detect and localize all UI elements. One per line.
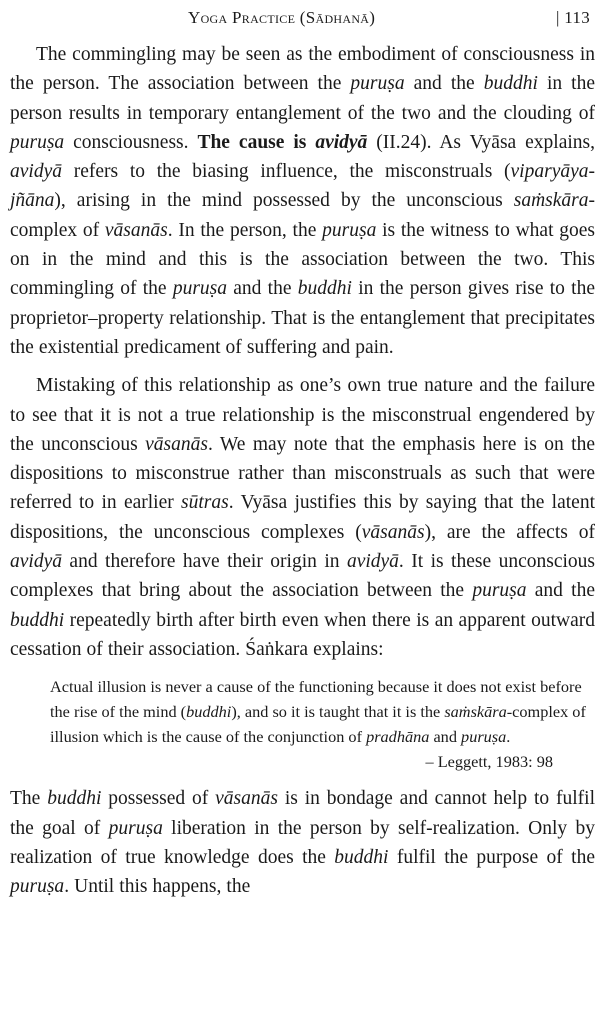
italic-term: buddhi <box>10 609 65 631</box>
italic-term: buddhi <box>483 73 538 95</box>
text-run: ), arising in the mind possessed by the unconscious <box>54 190 514 212</box>
italic-term: buddhi <box>186 702 232 722</box>
italic-term: sūtras <box>181 492 229 514</box>
italic-term: buddhi <box>47 788 102 810</box>
italic-term: buddhi <box>334 846 389 868</box>
italic-term: puruṣa <box>108 817 163 839</box>
italic-term: puruṣa <box>10 876 65 898</box>
italic-term: puruṣa <box>322 219 377 241</box>
text-run: The <box>10 788 48 810</box>
text-run: ), and so it is taught that it is the <box>231 702 445 722</box>
italic-term: viparyāya-jñāna <box>10 161 595 212</box>
text-run: possessed of <box>101 788 216 810</box>
quote-citation: – Leggett, 1983: 98 <box>425 752 553 772</box>
italic-term: puruṣa <box>172 278 228 300</box>
text-run: and the <box>404 73 484 95</box>
italic-term: avidyā <box>10 551 62 573</box>
text-run: -complex of illusion which is the cause of the conjunction of <box>50 702 586 747</box>
italic-term: vāsanās <box>361 521 425 543</box>
page-body <box>10 40 595 901</box>
running-title: Yoga Practice (Sādhanā) <box>188 8 376 27</box>
text-run: consciousness. <box>64 131 198 153</box>
italic-term: vāsanās <box>104 219 168 241</box>
text-run: and <box>429 727 462 747</box>
text-run: ), are the affects of <box>424 521 595 543</box>
italic-term: puruṣa <box>461 727 507 747</box>
page-number: | 113 <box>555 8 590 27</box>
italic-term: pradhāna <box>366 727 430 747</box>
text-run: Actual illusion is never a cause of the functioning because it does not exist before the rise of the mind ( <box>50 677 582 722</box>
bold-text: The cause is <box>197 131 316 153</box>
text-run: in the person gives rise to the proprietor–property relationship. That is the entanglement that precipitates the existential predicament of suffering and pain. <box>10 278 596 358</box>
text-run: in the person results in temporary entanglement of the two and the clouding of <box>10 73 596 124</box>
text-run: Mistaking of this relationship as one’s own true nature and the failure to see that it is not a true relationship is the misconstrual engendered by the unconscious <box>10 375 595 455</box>
paragraph-mistaking <box>10 371 595 664</box>
quote-text <box>50 674 589 749</box>
italic-term: avidyā <box>346 551 399 573</box>
text-run: -complex of <box>10 190 595 241</box>
text-run: and therefore have their origin in <box>61 551 347 573</box>
block-quote <box>50 674 589 774</box>
running-header <box>38 8 590 32</box>
text-run: The commingling may be seen as the embodiment of consciousness in the person. The association between the <box>10 44 595 95</box>
text-run: (II.24). As Vyāsa explains, <box>367 131 595 153</box>
paragraph-commingling <box>10 40 595 362</box>
text-run: refers to the biasing influence, the misconstruals ( <box>61 161 511 183</box>
text-run: . We may note that the emphasis here is on the dispositions to misconstrue rather than misconstruals as such that were referred to in earlier <box>10 433 595 514</box>
text-run: and the <box>526 580 595 602</box>
italic-term: vāsanās <box>215 788 278 810</box>
text-run: . <box>506 727 511 747</box>
italic-term: saṁskāra <box>444 702 507 722</box>
italic-term: saṁskāra <box>513 190 589 212</box>
text-run: . Vyāsa justifies this by saying that the latent dispositions, the unconscious complexes ( <box>10 492 595 543</box>
text-run: . In the person, the <box>167 219 323 241</box>
paragraph-closing <box>10 784 595 901</box>
text-run: is in bondage and cannot help to fulfil the goal of <box>10 788 595 839</box>
text-run: liberation in the person by self-realization. Only by realization of true knowledge does the <box>10 817 595 868</box>
text-run: fulfil the purpose of the <box>388 846 595 868</box>
text-run: . Until this happens, the <box>64 876 251 898</box>
text-run: repeatedly birth after birth even when there is an apparent outward cessation of their association. Śaṅkara explains: <box>10 609 595 660</box>
text-run: and the <box>227 278 298 300</box>
italic-term: avidyā <box>315 131 368 153</box>
text-run: . It is these unconscious complexes that bring about the association between the <box>10 551 595 602</box>
italic-term: puruṣa <box>472 580 527 602</box>
italic-term: puruṣa <box>10 131 65 153</box>
text-run: is the witness to what goes on in the mind and this is the association between the two. This commingling of the <box>10 219 595 300</box>
italic-term: vāsanās <box>145 433 208 455</box>
italic-term: avidyā <box>10 161 62 183</box>
italic-term: buddhi <box>297 278 352 300</box>
italic-term: puruṣa <box>350 73 405 95</box>
